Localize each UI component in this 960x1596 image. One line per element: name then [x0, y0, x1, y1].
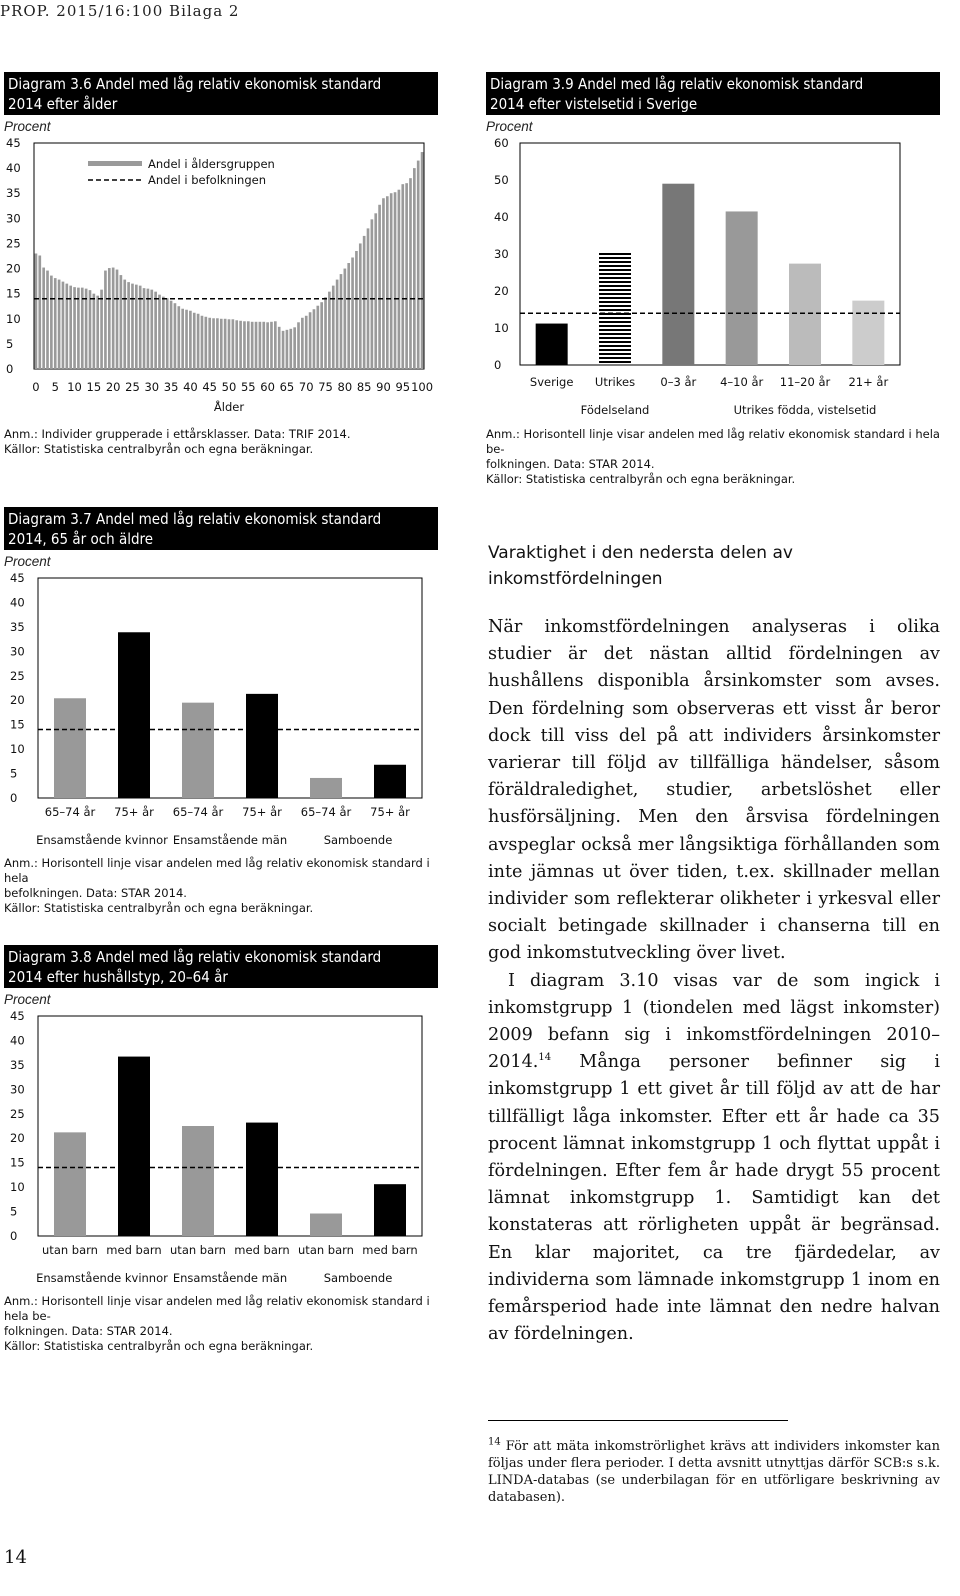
sources: Källor: Statistiska centralbyrån och egna beräkningar. [4, 901, 314, 915]
bar [224, 319, 227, 369]
bar [371, 219, 374, 369]
bar [293, 327, 296, 369]
x-group-label: Ensamstående män [172, 1271, 288, 1285]
bar [246, 694, 278, 798]
bar [262, 322, 265, 369]
bar [201, 316, 204, 369]
y-tick-label: 20 [494, 284, 509, 298]
bar [259, 322, 262, 369]
bar [197, 314, 200, 369]
x-category-label: med barn [362, 1243, 418, 1257]
y-tick-label: 15 [6, 286, 21, 301]
x-category-label: 65–74 år [300, 805, 352, 819]
bar [421, 152, 424, 369]
bar [316, 306, 319, 369]
bar [310, 1214, 342, 1236]
x-category-label: med barn [106, 1243, 162, 1257]
y-tick-label: 20 [10, 1131, 25, 1146]
chart-3-9 [486, 135, 940, 427]
bar [38, 255, 41, 369]
bar [355, 251, 358, 369]
bar [42, 268, 45, 369]
y-tick-label: 30 [10, 1082, 25, 1097]
bar [251, 322, 254, 369]
diagram-3-9 [486, 72, 940, 487]
bar [390, 193, 393, 369]
bar [374, 765, 406, 798]
bar [96, 296, 99, 369]
bar [274, 321, 277, 369]
footnote-ref[interactable]: 14 [538, 1052, 552, 1064]
sources: Källor: Statistiska centralbyrån och egna beräkningar. [486, 472, 796, 486]
diagram-title-line2: 2014 efter ålder [8, 95, 118, 113]
x-tick-label: 35 [163, 380, 179, 394]
bar [363, 236, 366, 369]
bar [85, 289, 88, 369]
bar [108, 268, 111, 369]
x-tick-label: 80 [337, 380, 353, 394]
y-tick-label: 15 [10, 717, 25, 732]
chart-3-6-svg [4, 135, 438, 435]
paragraph-text: I diagram 3.10 visas var de som ingick i inkomstgrupp 1 (tiondelen med lägst inkomster) 2009 befann sig i inkomstfördelningen 2010–2014. [488, 970, 940, 1073]
paragraph [488, 968, 940, 1349]
bar [205, 317, 208, 369]
bar [193, 313, 196, 369]
bar [351, 258, 354, 369]
bar [166, 298, 169, 369]
y-tick-label: 25 [10, 668, 25, 683]
bar [182, 703, 214, 798]
bar [255, 322, 258, 369]
unit-label: Procent [486, 119, 533, 134]
y-tick-label: 10 [10, 1180, 25, 1195]
y-tick-label: 40 [6, 161, 21, 176]
x-tick-label: 30 [144, 380, 160, 394]
bar [336, 280, 339, 369]
bar [301, 318, 304, 369]
y-tick-label: 5 [6, 336, 14, 351]
legend-label: Andel i åldersgruppen [148, 157, 275, 171]
diagram-3-8 [4, 945, 438, 1354]
bar [328, 292, 331, 369]
x-tick-label: 75 [318, 380, 333, 394]
page-header: PROP. 2015/16:100 Bilaga 2 [0, 2, 240, 20]
chart-3-7 [4, 570, 438, 856]
x-tick-label: 85 [356, 380, 372, 394]
note-cont: folkningen. Data: STAR 2014. [4, 1324, 173, 1338]
x-category-label: Sverige [529, 375, 574, 389]
y-tick-label: 30 [494, 247, 509, 261]
y-tick-label: 40 [10, 1033, 25, 1048]
bar [309, 312, 312, 369]
bar [127, 282, 130, 369]
diagram-title-line2: 2014 efter vistelsetid i Sverige [490, 95, 698, 113]
y-tick-label: 20 [6, 261, 21, 276]
chart-3-8-svg [4, 1008, 438, 1294]
y-tick-label: 30 [10, 644, 25, 659]
x-group-label: Ensamstående kvinnor [36, 1271, 168, 1285]
bar [347, 263, 350, 369]
bar [852, 301, 884, 365]
bar [228, 319, 231, 369]
bar [726, 211, 758, 365]
bar [93, 294, 96, 369]
bar [382, 198, 385, 369]
diagram-title-line1: Diagram 3.6 Andel med låg relativ ekonomisk standard [8, 75, 382, 93]
bar [104, 271, 107, 369]
diagram-title-line1: Diagram 3.7 Andel med låg relativ ekonomisk standard [8, 510, 382, 528]
bar [266, 322, 269, 369]
bar [208, 318, 211, 369]
note: Anm.: Horisontell linje visar andelen med låg relativ ekonomisk standard i hela be- [486, 427, 940, 456]
bar [120, 275, 123, 369]
bar [278, 327, 281, 369]
x-tick-label: 65 [279, 380, 295, 394]
x-tick-label: 20 [105, 380, 121, 394]
unit-label: Procent [4, 992, 51, 1007]
x-tick-label: 90 [376, 380, 391, 394]
footnote-number: 14 [488, 1436, 501, 1448]
bar [220, 319, 223, 369]
y-tick-label: 25 [10, 1106, 25, 1121]
footnote [488, 1438, 940, 1506]
y-tick-label: 35 [10, 1057, 25, 1072]
x-category-label: utan barn [298, 1243, 354, 1257]
note: Anm.: Horisontell linje visar andelen med låg relativ ekonomisk standard i hela be- [4, 1294, 430, 1323]
y-tick-label: 10 [10, 742, 25, 757]
bar [100, 290, 103, 369]
y-tick-label: 30 [6, 211, 21, 226]
x-axis-label: Ålder [213, 400, 245, 414]
y-tick-label: 35 [10, 619, 25, 634]
bar [340, 274, 343, 369]
bar [413, 168, 416, 369]
x-tick-label: 70 [298, 380, 314, 394]
x-group-label: Samboende [323, 1271, 393, 1285]
bar [282, 331, 285, 369]
y-tick-label: 35 [6, 186, 21, 201]
chart-3-6 [4, 135, 438, 435]
sources: Källor: Statistiska centralbyrån och egna beräkningar. [4, 1339, 314, 1353]
x-category-label: utan barn [170, 1243, 226, 1257]
x-category-label: 65–74 år [172, 805, 224, 819]
bar [216, 318, 219, 369]
y-tick-label: 40 [10, 595, 25, 610]
bar [81, 288, 84, 369]
bar [158, 295, 161, 369]
y-tick-label: 50 [494, 173, 509, 187]
paragraph: När inkomstfördelningen analyseras i olika studier är det nästan alltid fördelningen av hushållens disponibla årsinkomster som avses. Den fördelning som observeras ett visst år beror dock till viss del på att individers årsinkomster varierar till följd av tillfälliga händelser, såsom föräldraledighet, studier, arbetslöshet eller husförsäljning. Men den årsvisa fördelningen avspeglar också mer långsiktiga förhållanden som inte jämnas ut över tiden, t.ex. skillnader mellan individer som reflekterar olikheter i yrkesval eller socialt betingade skillnader i chanserna till en god inkomstutveckling över livet. [488, 617, 940, 964]
diagram-3-6 [4, 72, 438, 457]
bar [147, 289, 150, 369]
y-tick-label: 5 [10, 1204, 18, 1219]
bar [297, 322, 300, 369]
bar [286, 330, 289, 369]
bar [116, 270, 119, 369]
diagram-title-line1: Diagram 3.8 Andel med låg relativ ekonomisk standard [8, 948, 382, 966]
diagram-title-line1: Diagram 3.9 Andel med låg relativ ekonomisk standard [490, 75, 864, 93]
x-category-label: 4–10 år [720, 375, 764, 389]
bar [289, 329, 292, 369]
x-tick-label: 45 [202, 380, 218, 394]
bar [313, 309, 316, 369]
diagram-title-line2: 2014 efter hushållstyp, 20–64 år [8, 968, 228, 986]
plot-frame [38, 1016, 422, 1236]
bar [320, 302, 323, 369]
x-category-label: 65–74 år [44, 805, 96, 819]
bar [182, 1126, 214, 1236]
x-group-label: Födelseland [580, 403, 650, 417]
y-tick-label: 20 [10, 693, 25, 708]
bar [58, 280, 61, 369]
x-tick-label: 10 [67, 380, 82, 394]
bar [154, 292, 157, 369]
bar [409, 178, 412, 369]
bar [398, 190, 401, 369]
bar [174, 303, 177, 369]
bar [417, 161, 420, 369]
bar [50, 276, 53, 369]
x-category-label: 21+ år [848, 375, 889, 389]
bar [536, 324, 568, 365]
bar [118, 1057, 150, 1236]
x-category-label: 75+ år [370, 805, 410, 819]
x-group-label: Ensamstående män [172, 833, 288, 847]
y-tick-label: 0 [10, 791, 18, 805]
bar [54, 1132, 86, 1236]
bar [46, 271, 49, 369]
bar [185, 310, 188, 369]
bar [143, 288, 146, 369]
bar [305, 316, 308, 369]
bar [243, 321, 246, 369]
body-text [488, 614, 940, 1348]
bar [232, 319, 235, 369]
diagram-title [486, 72, 940, 115]
bar [405, 183, 408, 369]
x-tick-label: 95 [395, 380, 411, 394]
bar [177, 306, 180, 369]
section-heading [488, 540, 928, 592]
bar [270, 322, 273, 369]
bar [77, 288, 80, 369]
bar [367, 228, 370, 369]
bar [162, 297, 165, 369]
bar [112, 268, 115, 369]
x-category-label: 75+ år [242, 805, 282, 819]
bar [62, 282, 65, 369]
x-category-label: Utrikes [594, 375, 636, 389]
section-heading-line1: Varaktighet i den nedersta delen av [488, 543, 793, 563]
bar [324, 297, 327, 369]
diagram-title-line2: 2014, 65 år och äldre [8, 530, 154, 548]
y-tick-label: 10 [6, 311, 21, 326]
bar [239, 321, 242, 369]
y-tick-label: 10 [494, 321, 509, 335]
x-tick-label: 60 [260, 380, 275, 394]
x-category-label: med barn [234, 1243, 290, 1257]
chart-3-7-svg [4, 570, 438, 856]
note-cont: folkningen. Data: STAR 2014. [486, 457, 655, 471]
bar [789, 264, 821, 365]
bar [394, 192, 397, 369]
bar [181, 309, 184, 369]
diagram-title [4, 945, 438, 988]
y-tick-label: 45 [6, 136, 21, 150]
y-tick-label: 0 [10, 1229, 18, 1243]
bar [662, 184, 694, 365]
x-category-label: 75+ år [114, 805, 154, 819]
x-tick-label: 40 [183, 380, 198, 394]
bar [35, 253, 38, 369]
x-category-label: 11–20 år [779, 375, 831, 389]
bar [374, 1184, 406, 1236]
y-tick-label: 40 [494, 210, 509, 224]
bar [131, 284, 134, 369]
bar [118, 632, 150, 798]
bar [235, 320, 238, 369]
x-tick-label: 100 [411, 380, 434, 394]
bar [189, 311, 192, 369]
footnote-divider [488, 1420, 788, 1421]
bar [135, 285, 138, 369]
legend-bar-swatch [88, 161, 142, 166]
section-heading-line2: inkomstfördelningen [488, 569, 663, 589]
bar [344, 269, 347, 369]
bar [386, 196, 389, 369]
diagram-3-7 [4, 507, 438, 916]
page-number: 14 [4, 1547, 27, 1568]
y-tick-label: 0 [6, 362, 14, 376]
x-tick-label: 55 [240, 380, 256, 394]
y-tick-label: 0 [494, 358, 502, 372]
bar [378, 205, 381, 369]
bar [374, 213, 377, 369]
x-category-label: utan barn [42, 1243, 98, 1257]
y-tick-label: 45 [10, 571, 25, 585]
bar [401, 184, 404, 369]
bar [150, 290, 153, 369]
bar [310, 778, 342, 798]
x-tick-label: 15 [86, 380, 102, 394]
bar [170, 301, 173, 369]
bar [54, 278, 57, 369]
y-tick-label: 25 [6, 236, 21, 251]
x-group-label: Samboende [323, 833, 393, 847]
bar [123, 280, 126, 369]
x-group-label: Ensamstående kvinnor [36, 833, 168, 847]
sources: Källor: Statistiska centralbyrån och egna beräkningar. [4, 442, 314, 456]
unit-label: Procent [4, 119, 51, 134]
chart-3-9-svg [486, 135, 940, 427]
diagram-title [4, 72, 438, 115]
bar [65, 284, 68, 369]
x-tick-label: 25 [125, 380, 140, 394]
y-tick-label: 15 [10, 1155, 25, 1170]
x-tick-label: 0 [32, 380, 40, 394]
note-cont: befolkningen. Data: STAR 2014. [4, 886, 187, 900]
diagram-title [4, 507, 438, 550]
x-tick-label: 5 [51, 380, 59, 394]
x-group-label: Utrikes födda, vistelsetid [733, 403, 877, 417]
legend-label: Andel i befolkningen [148, 173, 266, 187]
plot-frame [520, 143, 900, 365]
note: Anm.: Horisontell linje visar andelen med låg relativ ekonomisk standard i hela [4, 856, 430, 885]
bar [246, 1123, 278, 1236]
x-tick-label: 50 [221, 380, 237, 394]
bar [212, 318, 215, 369]
bar [359, 243, 362, 369]
y-tick-label: 60 [494, 136, 509, 150]
y-tick-label: 5 [10, 766, 18, 781]
plot-frame [38, 578, 422, 798]
bar [54, 698, 86, 798]
bar [89, 290, 92, 369]
paragraph-text: Många personer befinner sig i inkomstgrupp 1 ett givet år till följd av att de har tillfälligt låga inkomster. Efter ett år hade ca 35 procent lämnat inkomstgrupp 1 och flyttat uppåt i fördelningen. Efter fem år hade drygt 55 procent lämnat inkomstgrupp 1. Samtidigt kan det konstateras att rörligheten uppåt är begränsad. En klar majoritet, ca tre fjärdedelar, av individerna som lämnade inkomstgrupp 1 inom en femårsperiod hade inte lämnat den nedre halvan av fördelningen. [488, 1052, 940, 1345]
unit-label: Procent [4, 554, 51, 569]
y-tick-label: 45 [10, 1009, 25, 1023]
footnote-text: För att mäta inkomströrlighet krävs att individers inkomster kan följas under flera perioder. I detta avsnitt utnyttjas därför SCB:s s.k. LINDA-databas (se underbilagan för en utförligare beskrivning av databasen). [488, 1439, 940, 1505]
x-category-label: 0–3 år [660, 375, 697, 389]
note: Anm.: Individer grupperade i ettårsklasser. Data: TRIF 2014. [4, 427, 351, 441]
chart-3-8 [4, 1008, 438, 1294]
bar [247, 321, 250, 369]
